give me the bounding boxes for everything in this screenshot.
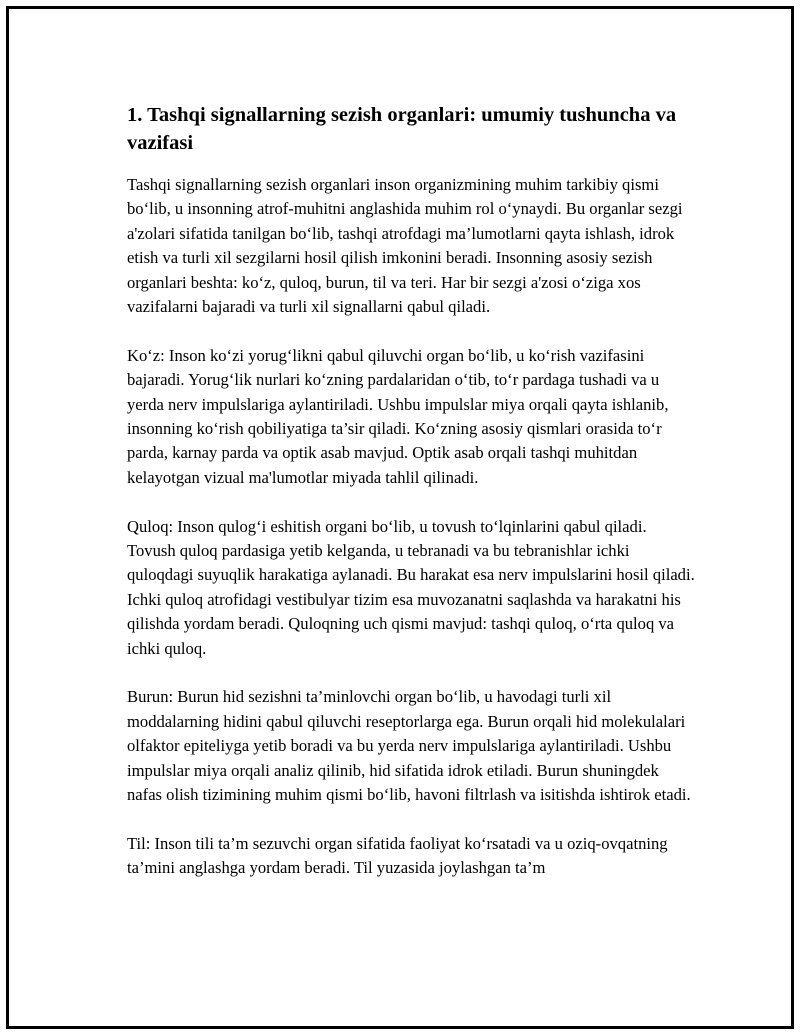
paragraph-ear: Quloq: Inson qulog‘i eshitish organi bo‘lib, u tovush to‘lqinlarini qabul qiladi. Tovush quloq pardasiga yetib kelganda, u tebranadi va bu tebranishlar ichki quloqdagi suyuqlik harakatiga aylanadi. Bu harakat esa nerv impulslarini hosil qiladi. Ichki quloq atrofidagi vestibulyar tizim esa muvozanatni saqlashda va harakatni his qilishda yordam beradi. Quloqning uch qismi mavjud: tashqi quloq, o‘rta quloq va ichki quloq. xyxy=(127,516,695,658)
document-body xyxy=(127,101,695,905)
page-frame xyxy=(6,6,794,1029)
paragraph-nose: Burun: Burun hid sezishni ta’minlovchi organ bo‘lib, u havodagi turli xil moddalarning hidini qabul qiluvchi reseptorlarga ega. Burun orqali hid molekulalari olfaktor epiteliyga yetib boradi va bu yerda nerv impulslariga aylantiriladi. Ushbu impulslar miya orqali analiz qilinib, hid sifatida idrok etiladi. Burun shuningdek nafas olish tizimining muhim qismi bo‘lib, havoni filtrlash va isitishda ishtirok etadi. xyxy=(127,687,691,805)
paragraph-tongue: Til: Inson tili ta’m sezuvchi organ sifatida faoliyat ko‘rsatadi va u oziq-ovqatning ta’mini anglashga yordam beradi. Til yuzasida joylashgan ta’m xyxy=(127,833,668,878)
section-heading: 1. Tashqi signallarning sezish organlari: umumiy tushuncha va vazifasi xyxy=(127,104,677,154)
paragraph-eye: Ko‘z: Inson ko‘zi yorug‘likni qabul qiluvchi organ bo‘lib, u ko‘rish vazifasini bajaradi. Yorug‘lik nurlari ko‘zning pardalaridan o‘tib, to‘r pardaga tushadi va u yerda nerv impulslariga aylantiriladi. Ushbu impulslar miya orqali qayta ishlanib, insonning ko‘rish qobiliyatiga ta’sir qiladi. Ko‘zning asosiy qismlari orasida to‘r parda, karnay parda va optik asab mavjud. Optik asab orqali tashqi muhitdan kelayotgan vizual ma'lumotlar miyada tahlil qilinadi. xyxy=(127,345,669,487)
paragraph-intro: Tashqi signallarning sezish organlari inson organizmining muhim tarkibiy qismi bo‘lib, u insonning atrof-muhitni anglashida muhim rol o‘ynaydi. Bu organlar sezgi a'zolari sifatida tanilgan bo‘lib, tashqi atrofdagi ma’lumotlarni qayta ishlash, idrok etish va turli xil sezgilarni hosil qilish imkonini beradi. Insonning asosiy sezish organlari beshta: ko‘z, quloq, burun, til va teri. Har bir sezgi a'zosi o‘ziga xos vazifalarni bajaradi va turli xil signallarni qabul qiladi. xyxy=(127,175,683,317)
